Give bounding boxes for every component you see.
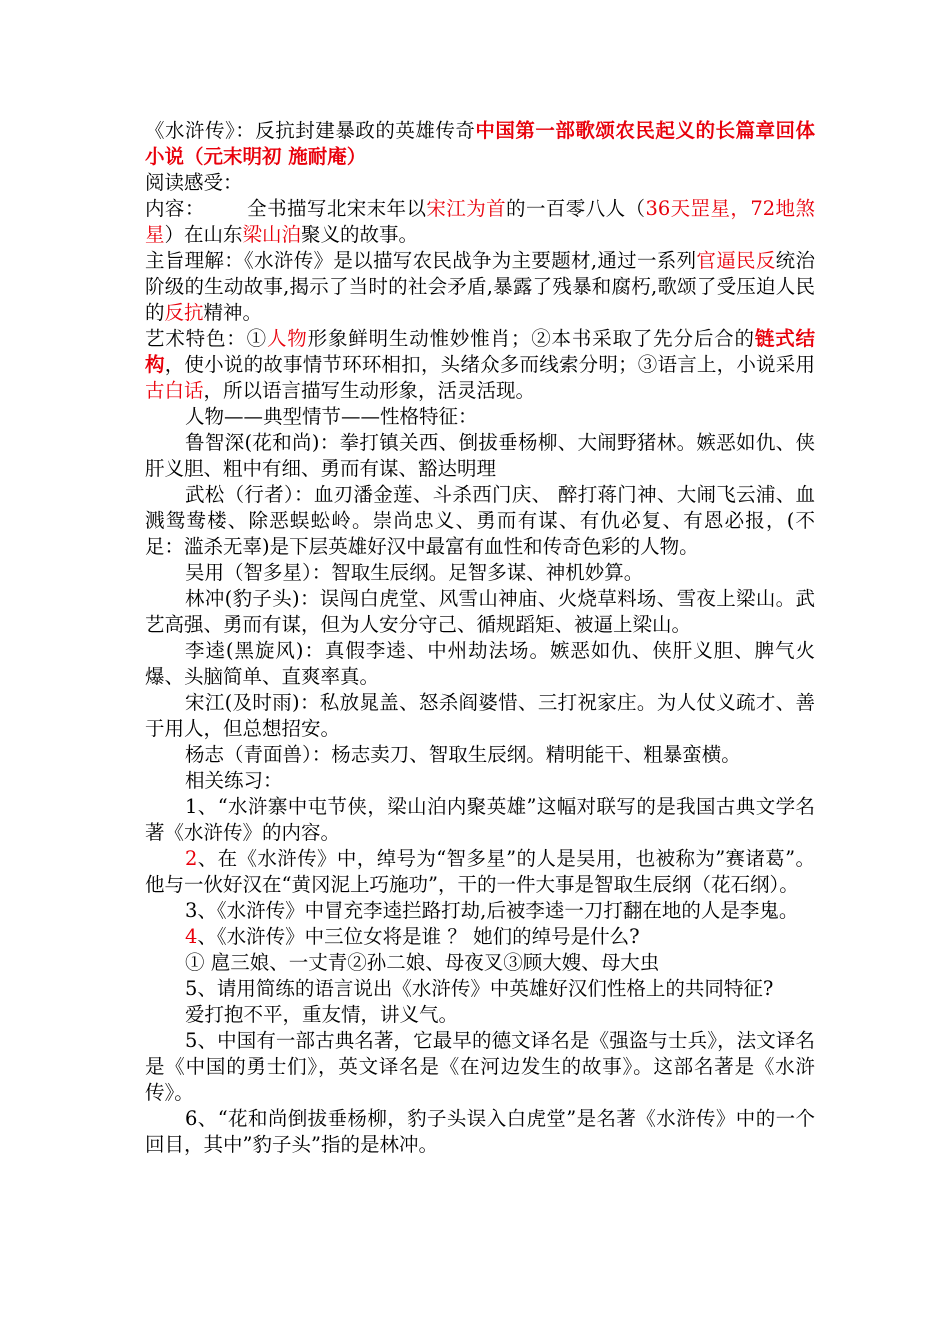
practice-question-5b: 5、中国有一部古典名著，它最早的德文译名是《强盗与士兵》，法文译名是《中国的勇士们》，英文译名是《在河边发生的故事》。这部名著是《水浒传》。 [145,1029,815,1104]
practice-question-3: 3、《水浒传》中冒充李逵拦路打劫,后被李逵一刀打翻在地的人是李鬼。 [185,899,799,922]
character-entry: 宋江(及时雨)：私放晁盖、怒杀阎婆惜、三打祝家庄。为人仗义疏才、善于用人，但总想招安。 [145,691,815,740]
practice-question-4: 4、《水浒传》中三位女将是谁 ？ 她们的绰号是什么? [185,925,640,948]
reading-heading: 阅读感受： [145,171,243,194]
document-page [145,118,815,1158]
characters-heading: 人物——典型情节——性格特征： [185,405,478,428]
character-entry: 鲁智深(花和尚)：拳打镇关西、倒拔垂杨柳、大闹野猪林。嫉恶如仇、侠肝义胆、粗中有细、勇而有谋、豁达明理 [145,431,815,480]
character-entry: 李逵(黑旋风)：真假李逵、中州劫法场。嫉恶如仇、侠肝义胆、脾气火爆、头脑简单、直爽率真。 [145,639,815,688]
practice-question-6: 6、“花和尚倒拔垂杨柳，豹子头误入白虎堂”是名著《水浒传》中的一个回目，其中”豹子头”指的是林冲。 [145,1107,815,1156]
theme-paragraph: 主旨理解：《水浒传》是以描写农民战争为主要题材,通过一系列官逼民反统治阶级的生动故事,揭示了当时的社会矛盾,暴露了残暴和腐朽,歌颂了受压迫人民的反抗精神。 [145,249,815,324]
document-title: 《水浒传》：反抗封建暴政的英雄传奇中国第一部歌颂农民起义的长篇章回体小说（元末明初 施耐庵） [145,119,815,168]
practice-question-1: 1、“水浒寨中屯节侠，梁山泊内聚英雄”这幅对联写的是我国古典文学名著《水浒传》的内容。 [145,795,815,844]
character-entry: 武松（行者）：血刃潘金莲、斗杀西门庆、 醉打蒋门神、大闹飞云浦、血溅鸳鸯楼、除恶蜈蚣岭。崇尚忠义、勇而有谋、有仇必复、有恩必报，(不足：滥杀无辜)是下层英雄好汉中最富有血性和传奇色彩的人物。 [145,483,815,558]
practice-answer-5a: 爱打抱不平，重友情，讲义气。 [185,1003,459,1026]
practice-question-5a: 5、请用简练的语言说出《水浒传》中英雄好汉们性格上的共同特征? [185,977,774,1000]
practice-answer-4: ① 扈三娘、一丈青②孙二娘、母夜叉③顾大嫂、母大虫 [185,951,660,974]
character-entry: 杨志（青面兽）：杨志卖刀、智取生辰纲。精明能干、粗暴蛮横。 [185,743,741,766]
art-paragraph: 艺术特色：①人物形象鲜明生动惟妙惟肖；②本书采取了先分后合的链式结构，使小说的故事情节环环相扣，头绪众多而线索分明；③语言上，小说采用古白话，所以语言描写生动形象，活灵活现。 [145,327,815,402]
practice-question-2: 2、在《水浒传》中，绰号为“智多星”的人是吴用，也被称为”赛诸葛”。他与一伙好汉在“黄冈泥上巧施功”，干的一件大事是智取生辰纲（花石纲）。 [145,847,815,896]
character-entry: 吴用（智多星）：智取生辰纲。足智多谋、神机妙算。 [185,561,644,584]
character-entry: 林冲(豹子头)：误闯白虎堂、风雪山神庙、火烧草料场、雪夜上梁山。武艺高强、勇而有谋，但为人安分守己、循规蹈矩、被逼上梁山。 [145,587,815,636]
practice-heading: 相关练习： [185,769,283,792]
content-paragraph: 内容： 全书描写北宋末年以宋江为首的一百零八人（36天罡星，72地煞星）在山东梁山泊聚义的故事。 [145,197,815,246]
